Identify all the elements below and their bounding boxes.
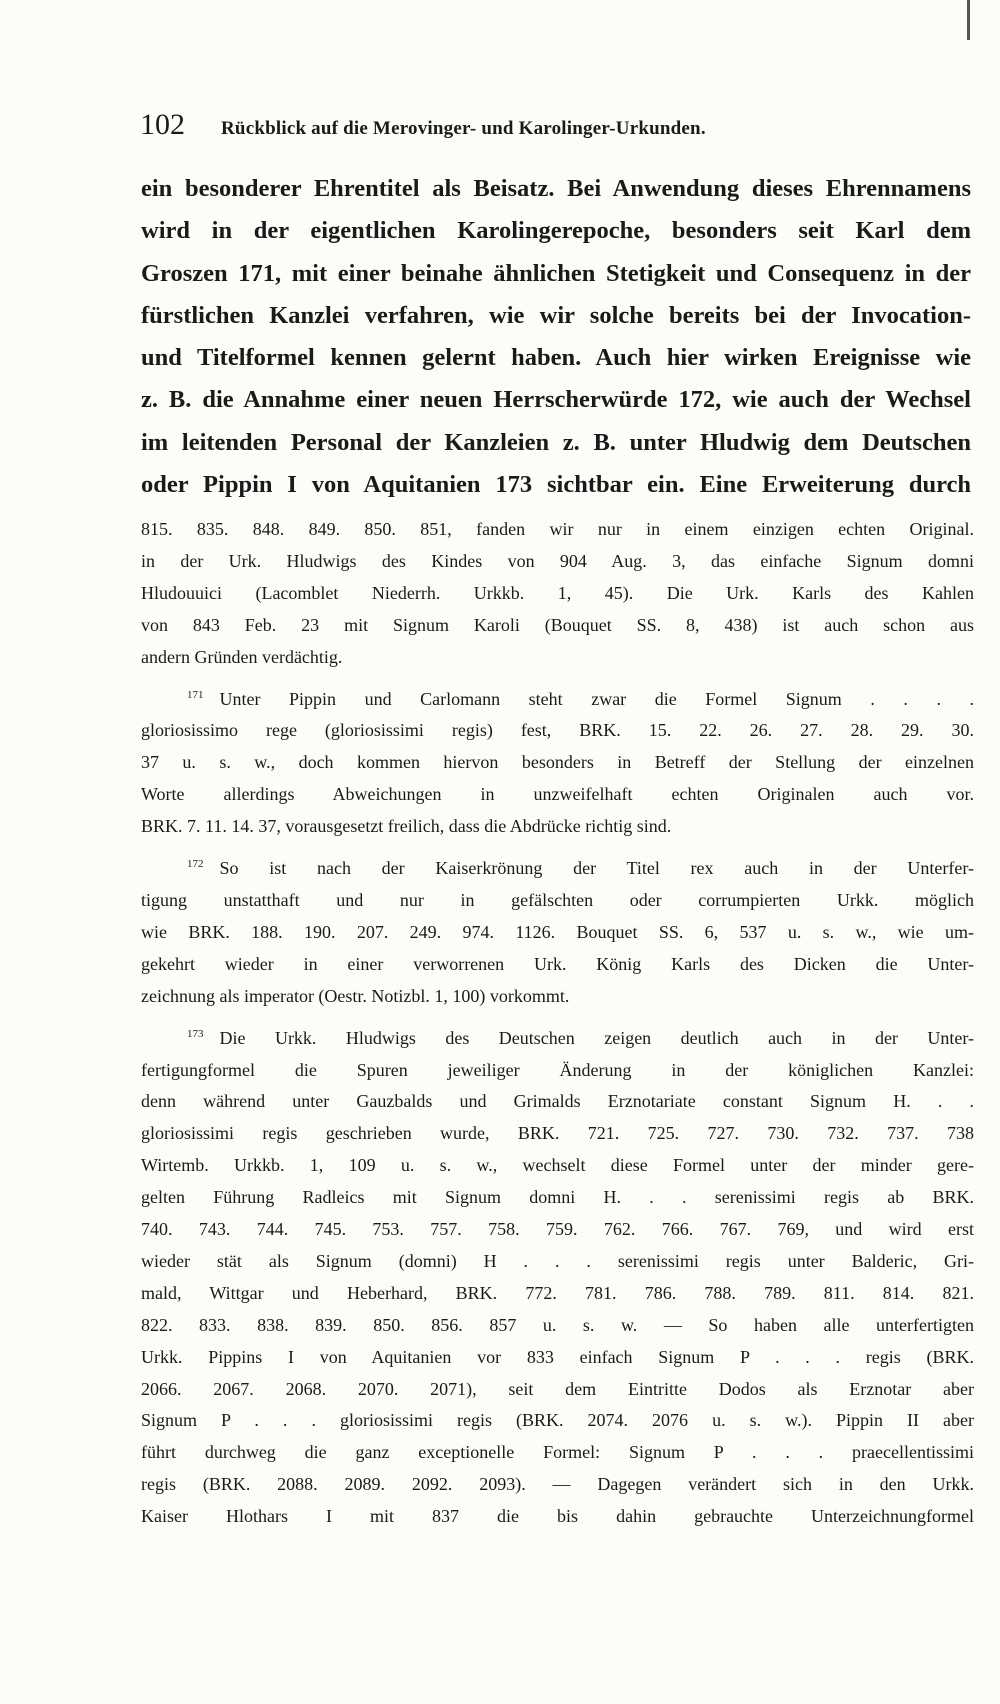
body-line: oder Pippin I von Aquitanien 173 sichtbar ein. Eine Erweiterung durch (141, 471, 971, 499)
body-line: im leitenden Personal der Kanzleien z. B. unter Hludwig dem Deutschen (141, 428, 971, 456)
footnote-171 (141, 680, 974, 844)
footnote-line: 815. 835. 848. 849. 850. 851, fanden wir nur in einem einzigen echten Original. (141, 519, 974, 539)
footnote-172 (141, 849, 974, 1013)
footnote-line: mald, Wittgar und Heberhard, BRK. 772. 781. 786. 788. 789. 811. 814. 821. (141, 1282, 974, 1303)
body-line: wird in der eigentlichen Karolingerepoche, besonders seit Karl dem (141, 217, 971, 245)
footnote-line: gelten Führung Radleics mit Signum domni H. . . serenissimi regis ab BRK. (141, 1187, 974, 1208)
footnote-line: 740. 743. 744. 745. 753. 757. 758. 759. 762. 766. 767. 769, und wird erst (141, 1219, 974, 1240)
footnote-text: Die Urkk. Hludwigs des Deutschen zeigen deutlich auch in der Unter- (219, 1027, 974, 1048)
footnote-line: regis (BRK. 2088. 2089. 2092. 2093). — Dagegen verändert sich in den Urkk. (141, 1474, 974, 1495)
scan-edge-mark (967, 0, 970, 40)
footnote-line: 2066. 2067. 2068. 2070. 2071), seit dem Eintritte Dodos als Erznotar aber (141, 1378, 974, 1399)
footnote-173 (141, 1019, 974, 1534)
footnote-continuation (141, 514, 974, 674)
footnote-line: denn während unter Gauzbalds und Grimalds Erznotariate constant Signum H. . . (141, 1091, 974, 1112)
footnote-line: Urkk. Pippins I von Aquitanien vor 833 einfach Signum P . . . regis (BRK. (141, 1346, 974, 1367)
footnote-line: wie BRK. 188. 190. 207. 249. 974. 1126. Bouquet SS. 6, 537 u. s. w., wie um- (141, 921, 974, 942)
footnote-line: 822. 833. 838. 839. 850. 856. 857 u. s. w. — So haben alle unterfertigten (141, 1314, 974, 1335)
footnote-first-line (141, 1019, 974, 1055)
footnote-line: Signum P . . . gloriosissimi regis (BRK. 2074. 2076 u. s. w.). Pippin II aber (141, 1410, 974, 1431)
footnotes (141, 514, 974, 1533)
footnote-line: fertigungformel die Spuren jeweiliger Änderung in der königlichen Kanzlei: (141, 1059, 974, 1080)
footnote-text: So ist nach der Kaiserkrönung der Titel rex auch in der Unterfer- (219, 858, 974, 879)
footnote-line: tigung unstatthaft und nur in gefälschten oder corrumpierten Urkk. möglich (141, 889, 974, 910)
body-line: und Titelformel kennen gelernt haben. Auch hier wirken Ereignisse wie (141, 344, 971, 372)
footnote-line: wieder stät als Signum (domni) H . . . serenissimi regis unter Balderic, Gri- (141, 1250, 974, 1271)
footnote-line: andern Gründen verdächtig. (141, 646, 343, 667)
footnote-line: Wirtemb. Urkkb. 1, 109 u. s. w., wechselt diese Formel unter der minder gere- (141, 1155, 974, 1176)
footnote-first-line (141, 849, 974, 885)
body-line: ein besonderer Ehrentitel als Beisatz. Bei Anwendung dieses Ehrennamens (141, 175, 971, 202)
footnote-text: Unter Pippin und Carlomann steht zwar die Formel Signum . . . . (219, 688, 974, 709)
body-line: z. B. die Annahme einer neuen Herrscherwürde 172, wie auch der Wechsel (141, 386, 971, 414)
main-text (141, 168, 971, 506)
footnote-line: zeichnung als imperator (Oestr. Notizbl. 1, 100) vorkommt. (141, 985, 570, 1006)
footnote-line: gekehrt wieder in einer verworrenen Urk. König Karls des Dicken die Unter- (141, 953, 974, 974)
footnote-line: gloriosissimi regis geschrieben wurde, BRK. 721. 725. 727. 730. 732. 737. 738 (141, 1123, 974, 1144)
footnote-line: Kaiser Hlothars I mit 837 die bis dahin gebrauchte Unterzeichnungformel (141, 1506, 974, 1527)
footnote-marker: 173 (187, 1027, 204, 1040)
footnote-line: führt durchweg die ganz exceptionelle Formel: Signum P . . . praecellentissimi (141, 1442, 974, 1463)
footnote-first-line (141, 680, 974, 716)
footnote-line: BRK. 7. 11. 14. 37, vorausgesetzt freilich, dass die Abdrücke richtig sind. (141, 816, 672, 837)
footnote-line: Worte allerdings Abweichungen in unzweifelhaft echten Originalen auch vor. (141, 784, 974, 805)
body-line: Groszen 171, mit einer beinahe ähnlichen Stetigkeit und Consequenz in der (141, 259, 971, 287)
footnote-line: gloriosissimo rege (gloriosissimi regis) fest, BRK. 15. 22. 26. 27. 28. 29. 30. (141, 720, 974, 741)
footnote-line: Hludouuici (Lacomblet Niederrh. Urkkb. 1, 45). Die Urk. Karls des Kahlen (141, 582, 974, 603)
footnote-marker: 171 (187, 688, 204, 701)
footnote-line: von 843 Feb. 23 mit Signum Karoli (Bouquet SS. 8, 438) ist auch schon aus (141, 614, 974, 635)
running-title: Rückblick auf die Merovinger- und Karolinger-Urkunden. (221, 118, 706, 139)
footnote-marker: 172 (187, 858, 204, 871)
footnote-line: in der Urk. Hludwigs des Kindes von 904 Aug. 3, das einfache Signum domni (141, 550, 974, 571)
body-line: fürstlichen Kanzlei verfahren, wie wir solche bereits bei der Invocation- (141, 301, 971, 329)
page-number: 102 (140, 108, 185, 141)
page-header (140, 108, 980, 142)
footnote-line: 37 u. s. w., doch kommen hiervon besonders in Betreff der Stellung der einzelnen (141, 752, 974, 773)
